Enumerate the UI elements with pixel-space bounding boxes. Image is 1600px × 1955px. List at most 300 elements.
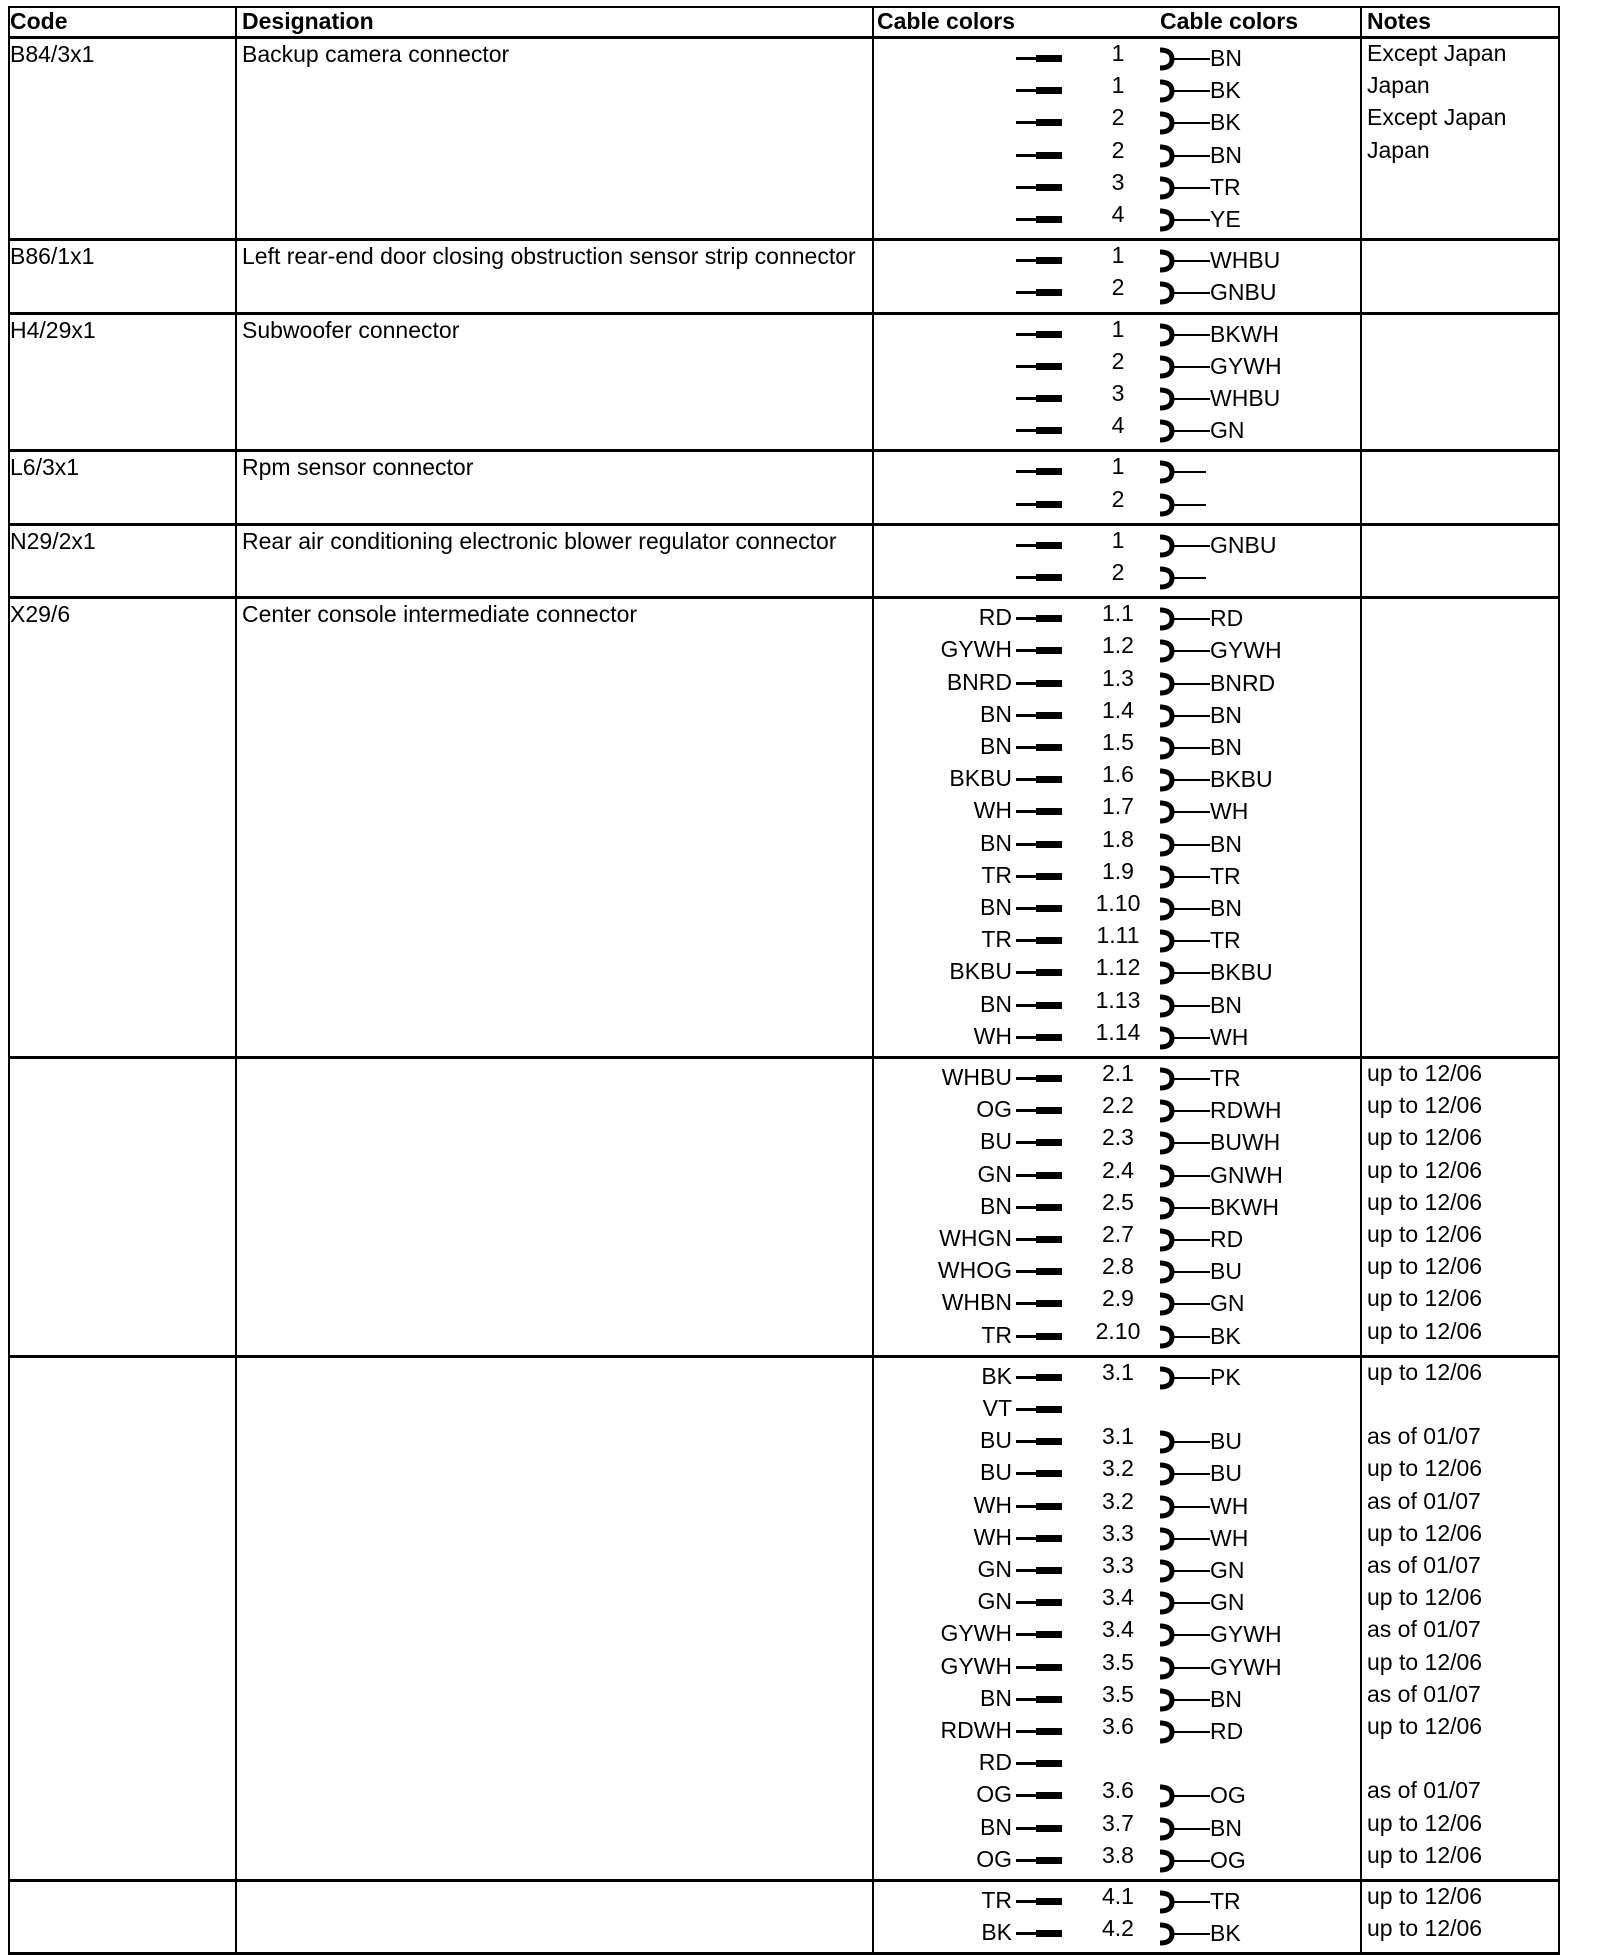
wire-color-left: BN <box>980 733 1012 759</box>
wire-color-right: TR <box>1210 862 1241 889</box>
pin-contact-icon <box>1016 1601 1062 1604</box>
pin-contact-icon <box>1016 259 1062 262</box>
socket-contact-icon <box>1158 1620 1218 1650</box>
connector-designation: Center console intermediate connector <box>242 601 638 628</box>
socket-contact-icon <box>1158 1588 1218 1618</box>
pin-contact-icon <box>1016 1440 1062 1443</box>
pin-number: 2.1 <box>1102 1060 1134 1086</box>
pin-number: 1.8 <box>1102 825 1134 852</box>
pin-number: 1 <box>1111 453 1125 480</box>
socket-contact-icon <box>1158 76 1218 106</box>
pin-contact-icon <box>1016 1206 1062 1209</box>
group-separator <box>8 238 1558 241</box>
socket-contact-icon <box>1158 1846 1218 1876</box>
pin-number: 3.3 <box>1102 1519 1134 1546</box>
wire-color-right: GN <box>1210 1589 1245 1616</box>
socket-contact-icon <box>1158 278 1218 308</box>
socket-contact-icon <box>1158 991 1218 1021</box>
wire-color-left: VT <box>982 1395 1012 1421</box>
pin-number: 2 <box>1111 104 1125 131</box>
wire-color-right: RD <box>1210 605 1244 632</box>
wire-color-right: YE <box>1210 206 1241 232</box>
pin-number: 1 <box>1111 40 1125 66</box>
note-text: Japan <box>1367 136 1430 163</box>
socket-contact-icon <box>1158 1556 1218 1586</box>
wire-color-right: GNBU <box>1210 279 1277 306</box>
pin-number: 2.3 <box>1102 1124 1134 1151</box>
wire-color-right: WH <box>1210 1524 1249 1551</box>
wire-color-left: RD <box>978 604 1012 631</box>
wire-color-right: GNWH <box>1210 1161 1283 1188</box>
socket-contact-icon <box>1158 830 1218 860</box>
socket-contact-icon <box>1158 1524 1218 1554</box>
note-text: as of 01/07 <box>1367 1616 1481 1643</box>
wire-color-right: BN <box>1210 45 1242 71</box>
connector-designation: Backup camera connector <box>242 41 510 67</box>
socket-contact-icon <box>1158 1427 1218 1457</box>
pin-contact-icon <box>1016 1302 1062 1305</box>
pin-number: 1.14 <box>1095 1018 1141 1045</box>
pin-contact-icon <box>1016 291 1062 294</box>
wire-color-left: TR <box>981 1321 1012 1348</box>
wire-color-left: OG <box>976 1845 1012 1872</box>
wire-color-left: BU <box>980 1128 1012 1155</box>
note-text: up to 12/06 <box>1367 1648 1483 1675</box>
pin-number: 3.7 <box>1102 1809 1134 1836</box>
pin-contact-icon <box>1016 154 1062 157</box>
note-text: up to 12/06 <box>1367 1060 1483 1086</box>
pin-contact-icon <box>1016 617 1062 620</box>
pin-contact-icon <box>1016 714 1062 717</box>
pin-contact-icon <box>1016 1174 1062 1177</box>
wire-color-right: WHBU <box>1210 247 1281 274</box>
pin-contact-icon <box>1016 1827 1062 1830</box>
pin-number: 3.5 <box>1102 1648 1134 1675</box>
connector-code: X29/6 <box>10 601 71 628</box>
socket-contact-icon <box>1158 44 1218 74</box>
note-text: Japan <box>1367 72 1430 99</box>
socket-contact-icon <box>1158 1814 1218 1844</box>
header-cable-colors-left: Cable colors <box>877 8 1016 34</box>
wire-color-left: BN <box>980 700 1012 727</box>
pin-contact-icon <box>1016 333 1062 336</box>
note-text: up to 12/06 <box>1367 1124 1483 1151</box>
pin-number: 4 <box>1111 201 1125 227</box>
pin-number: 1.2 <box>1102 632 1134 659</box>
wire-color-right: OG <box>1210 1846 1246 1873</box>
connector-code: N29/2x1 <box>10 527 96 554</box>
wire-color-left: GYWH <box>940 1620 1012 1647</box>
pin-number: 2.7 <box>1102 1221 1134 1247</box>
note-text: up to 12/06 <box>1367 1915 1483 1942</box>
pin-number: 2 <box>1111 485 1125 512</box>
pin-number: 3.4 <box>1102 1616 1134 1643</box>
pin-number: 1 <box>1111 526 1125 553</box>
note-text: as of 01/07 <box>1367 1680 1481 1707</box>
pin-contact-icon <box>1016 649 1062 652</box>
wire-color-right: WHBU <box>1210 385 1281 411</box>
socket-contact-icon <box>1158 320 1218 350</box>
pin-contact-icon <box>1016 1141 1062 1144</box>
note-text: as of 01/07 <box>1367 1777 1481 1804</box>
socket-contact-icon <box>1158 490 1218 520</box>
pin-contact-icon <box>1016 1505 1062 1508</box>
table-left-border <box>8 6 10 1955</box>
wire-color-right: TR <box>1210 927 1241 954</box>
pin-number: 3 <box>1111 168 1125 195</box>
note-text: up to 12/06 <box>1367 1809 1483 1836</box>
pin-contact-icon <box>1016 121 1062 124</box>
pin-contact-icon <box>1016 1270 1062 1273</box>
pin-number: 2.5 <box>1102 1188 1134 1215</box>
wire-color-left: WHBU <box>941 1064 1012 1090</box>
wire-color-left: RDWH <box>940 1717 1012 1743</box>
wire-color-left: BK <box>981 1362 1012 1389</box>
wire-color-left: WHOG <box>937 1257 1012 1284</box>
wire-color-left: WH <box>973 1523 1012 1550</box>
wire-color-right: WH <box>1210 798 1249 825</box>
wire-color-right: BKBU <box>1210 959 1273 986</box>
note-text: up to 12/06 <box>1367 1253 1483 1280</box>
wire-color-left: BKBU <box>949 765 1012 792</box>
pin-number: 3.1 <box>1102 1423 1134 1450</box>
note-text: up to 12/06 <box>1367 1092 1483 1119</box>
connector-code: L6/3x1 <box>10 454 80 481</box>
note-text: up to 12/06 <box>1367 1455 1483 1482</box>
wire-color-left: BKBU <box>949 958 1012 985</box>
pin-contact-icon <box>1016 1932 1062 1935</box>
pin-contact-icon <box>1016 971 1062 974</box>
wire-color-right: GNBU <box>1210 531 1277 558</box>
group-separator <box>8 1355 1558 1358</box>
pin-contact-icon <box>1016 576 1062 579</box>
wire-color-right: BKBU <box>1210 766 1273 793</box>
socket-contact-icon <box>1158 1919 1218 1949</box>
pin-contact-icon <box>1016 470 1062 473</box>
connector-code: B86/1x1 <box>10 243 95 270</box>
socket-contact-icon <box>1158 894 1218 924</box>
wire-color-right: OG <box>1210 1782 1246 1809</box>
note-text: as of 01/07 <box>1367 1487 1481 1514</box>
pin-number: 2.10 <box>1095 1317 1141 1344</box>
connector-code: H4/29x1 <box>10 316 96 343</box>
pin-number: 1.5 <box>1102 729 1134 755</box>
pin-number: 1 <box>1111 72 1125 99</box>
wire-color-right: GYWH <box>1210 1653 1282 1680</box>
wire-color-right: RD <box>1210 1718 1244 1744</box>
wire-color-right: BKWH <box>1210 320 1279 347</box>
pin-number: 1.6 <box>1102 761 1134 788</box>
wire-color-right: BK <box>1210 109 1241 136</box>
wire-color-right: GYWH <box>1210 1621 1282 1648</box>
note-text: up to 12/06 <box>1367 1188 1483 1215</box>
pin-contact-icon <box>1016 1472 1062 1475</box>
group-separator <box>8 523 1558 526</box>
pin-contact-icon <box>1016 1109 1062 1112</box>
wire-color-left: WH <box>973 1491 1012 1518</box>
socket-contact-icon <box>1158 669 1218 699</box>
wire-color-left: WHGN <box>939 1225 1012 1251</box>
pin-contact-icon <box>1016 778 1062 781</box>
wire-color-right: BN <box>1210 141 1242 168</box>
connector-designation: Rear air conditioning electronic blower regulator connector <box>242 527 837 554</box>
pin-number: 3.8 <box>1102 1841 1134 1868</box>
wire-color-right: BKWH <box>1210 1193 1279 1220</box>
pin-contact-icon <box>1016 397 1062 400</box>
note-text: as of 01/07 <box>1367 1423 1481 1450</box>
pin-contact-icon <box>1016 1859 1062 1862</box>
pin-number: 1.3 <box>1102 664 1134 691</box>
header-cable-colors-right: Cable colors <box>1160 8 1299 34</box>
pin-contact-icon <box>1016 875 1062 878</box>
wire-color-right: RDWH <box>1210 1097 1282 1124</box>
pin-number: 1.9 <box>1102 857 1134 884</box>
wire-color-right: BN <box>1210 1685 1242 1712</box>
wire-color-right: BNRD <box>1210 669 1276 696</box>
note-text: up to 12/06 <box>1367 1317 1483 1344</box>
pin-number: 3.6 <box>1102 1713 1134 1739</box>
wire-color-left: TR <box>981 1887 1012 1913</box>
pin-contact-icon <box>1016 429 1062 432</box>
wire-color-right: WH <box>1210 1492 1249 1519</box>
pin-number: 1.11 <box>1096 922 1140 949</box>
wire-color-left: GN <box>977 1160 1012 1187</box>
wire-color-left: OG <box>976 1096 1012 1123</box>
socket-contact-icon <box>1158 926 1218 956</box>
wire-color-right: WH <box>1210 1023 1249 1050</box>
socket-contact-icon <box>1158 1685 1218 1715</box>
pin-contact-icon <box>1016 746 1062 749</box>
pin-number: 1.10 <box>1095 890 1141 916</box>
socket-contact-icon <box>1158 1781 1218 1811</box>
pin-contact-icon <box>1016 1335 1062 1338</box>
pin-number: 1 <box>1111 242 1125 269</box>
socket-contact-icon <box>1158 701 1218 731</box>
socket-contact-icon <box>1158 108 1218 138</box>
pin-contact-icon <box>1016 365 1062 368</box>
pin-number: 3.2 <box>1102 1455 1134 1482</box>
wire-color-left: BNRD <box>946 668 1012 695</box>
note-text: up to 12/06 <box>1367 1358 1483 1385</box>
socket-contact-icon <box>1158 1459 1218 1489</box>
column-divider-designation <box>872 6 874 1955</box>
wire-color-left: BN <box>980 1684 1012 1711</box>
note-text: as of 01/07 <box>1367 1552 1481 1578</box>
pin-contact-icon <box>1016 1762 1062 1765</box>
connector-code: B84/3x1 <box>10 41 95 67</box>
socket-contact-icon <box>1158 1492 1218 1522</box>
table-top-border <box>8 6 1558 8</box>
wire-color-left: BN <box>980 990 1012 1017</box>
group-separator <box>8 1879 1558 1882</box>
pin-contact-icon <box>1016 843 1062 846</box>
socket-contact-icon <box>1158 1322 1218 1352</box>
socket-contact-icon <box>1158 173 1218 203</box>
pin-contact-icon <box>1016 57 1062 60</box>
wire-color-left: GYWH <box>940 636 1012 663</box>
pin-number: 2 <box>1111 559 1125 585</box>
socket-contact-icon <box>1158 604 1218 634</box>
pin-contact-icon <box>1016 1408 1062 1411</box>
wire-color-right: PK <box>1210 1363 1241 1390</box>
pin-number: 3.4 <box>1102 1584 1134 1611</box>
wire-color-right: BK <box>1210 1920 1241 1947</box>
wire-color-left: WHBN <box>941 1289 1012 1316</box>
socket-contact-icon <box>1158 636 1218 666</box>
pin-contact-icon <box>1016 1698 1062 1701</box>
header-separator <box>8 36 1558 39</box>
pin-number: 3.6 <box>1102 1777 1134 1804</box>
wire-color-right: BUWH <box>1210 1129 1281 1156</box>
pin-number: 4.2 <box>1102 1915 1134 1942</box>
table-right-border <box>1558 6 1560 1955</box>
pin-number: 2.4 <box>1102 1156 1134 1183</box>
note-text: Except Japan <box>1367 40 1507 66</box>
pin-contact-icon <box>1016 1238 1062 1241</box>
pin-number: 3 <box>1111 380 1125 406</box>
pin-number: 2 <box>1111 347 1125 374</box>
wire-color-right: BN <box>1210 830 1242 857</box>
socket-contact-icon <box>1158 1096 1218 1126</box>
socket-contact-icon <box>1158 141 1218 171</box>
wire-color-left: GYWH <box>940 1652 1012 1679</box>
note-text: Except Japan <box>1367 104 1507 131</box>
wire-color-left: WH <box>973 797 1012 824</box>
socket-contact-icon <box>1158 1363 1218 1393</box>
pin-number: 2 <box>1111 274 1125 301</box>
pin-contact-icon <box>1016 1537 1062 1540</box>
pin-contact-icon <box>1016 186 1062 189</box>
socket-contact-icon <box>1158 797 1218 827</box>
wire-color-left: BU <box>980 1427 1012 1454</box>
wire-color-left: WH <box>973 1022 1012 1049</box>
note-text: up to 12/06 <box>1367 1156 1483 1183</box>
pin-contact-icon <box>1016 1730 1062 1733</box>
socket-contact-icon <box>1158 733 1218 763</box>
column-divider-code <box>235 6 237 1955</box>
wire-color-right: TR <box>1210 1888 1241 1914</box>
wire-color-right: GYWH <box>1210 637 1282 664</box>
pin-number: 4 <box>1111 412 1125 439</box>
pin-number: 1.4 <box>1102 696 1134 723</box>
pin-contact-icon <box>1016 682 1062 685</box>
wire-color-right: BN <box>1210 895 1242 921</box>
note-text: up to 12/06 <box>1367 1883 1483 1909</box>
connector-designation: Rpm sensor connector <box>242 454 474 481</box>
socket-contact-icon <box>1158 1193 1218 1223</box>
pin-number: 1.7 <box>1102 793 1134 820</box>
wire-color-right: BU <box>1210 1460 1242 1487</box>
group-separator <box>8 596 1558 599</box>
pin-contact-icon <box>1016 1077 1062 1080</box>
pin-number: 1.12 <box>1095 954 1141 981</box>
pin-contact-icon <box>1016 1633 1062 1636</box>
wire-color-left: TR <box>981 926 1012 953</box>
wire-color-right: BN <box>1210 701 1242 728</box>
group-separator <box>8 1056 1558 1059</box>
wire-color-right: BN <box>1210 1814 1242 1841</box>
wire-color-left: TR <box>981 861 1012 888</box>
socket-contact-icon <box>1158 958 1218 988</box>
wire-color-right: BK <box>1210 1322 1241 1349</box>
pin-contact-icon <box>1016 1666 1062 1669</box>
note-text: up to 12/06 <box>1367 1221 1483 1247</box>
socket-contact-icon <box>1158 765 1218 795</box>
socket-contact-icon <box>1158 1161 1218 1191</box>
wire-color-left: GN <box>977 1588 1012 1615</box>
socket-contact-icon <box>1158 1023 1218 1053</box>
wire-color-left: GN <box>977 1556 1012 1582</box>
wire-color-right: TR <box>1210 173 1241 200</box>
pin-number: 2.2 <box>1102 1092 1134 1119</box>
pin-number: 3.5 <box>1102 1680 1134 1707</box>
note-text: up to 12/06 <box>1367 1584 1483 1611</box>
socket-contact-icon <box>1158 1064 1218 1094</box>
note-text: up to 12/06 <box>1367 1841 1483 1868</box>
group-separator <box>8 312 1558 315</box>
pin-number: 1 <box>1111 315 1125 342</box>
socket-contact-icon <box>1158 246 1218 276</box>
wire-color-left: BN <box>980 1192 1012 1219</box>
pin-contact-icon <box>1016 1569 1062 1572</box>
pin-number: 1.1 <box>1102 600 1134 627</box>
pin-number: 1.13 <box>1095 986 1141 1013</box>
wire-color-right: BU <box>1210 1428 1242 1455</box>
pin-number: 4.1 <box>1102 1883 1134 1909</box>
wire-color-right: TR <box>1210 1065 1241 1091</box>
wire-color-left: BN <box>980 894 1012 920</box>
socket-contact-icon <box>1158 352 1218 382</box>
pin-number: 2.9 <box>1102 1285 1134 1312</box>
wire-color-right: BN <box>1210 991 1242 1018</box>
note-text: up to 12/06 <box>1367 1519 1483 1546</box>
wire-color-right: GN <box>1210 1290 1245 1317</box>
wire-color-right: GN <box>1210 417 1245 444</box>
pin-number: 2.8 <box>1102 1253 1134 1280</box>
wire-color-right: BN <box>1210 734 1242 760</box>
socket-contact-icon <box>1158 862 1218 892</box>
wire-color-left: OG <box>976 1781 1012 1808</box>
pin-contact-icon <box>1016 503 1062 506</box>
connector-designation: Left rear-end door closing obstruction sensor strip connector <box>242 243 856 270</box>
wire-color-right: GYWH <box>1210 352 1282 379</box>
socket-contact-icon <box>1158 205 1218 235</box>
pin-number: 3.3 <box>1102 1552 1134 1578</box>
socket-contact-icon <box>1158 1128 1218 1158</box>
socket-contact-icon <box>1158 457 1218 487</box>
pin-contact-icon <box>1016 1900 1062 1903</box>
pin-contact-icon <box>1016 1004 1062 1007</box>
pin-contact-icon <box>1016 907 1062 910</box>
socket-contact-icon <box>1158 563 1218 593</box>
pin-contact-icon <box>1016 218 1062 221</box>
header-designation: Designation <box>242 8 374 34</box>
pin-number: 3.1 <box>1102 1358 1134 1385</box>
socket-contact-icon <box>1158 1289 1218 1319</box>
socket-contact-icon <box>1158 384 1218 414</box>
wire-color-left: RD <box>978 1749 1012 1776</box>
wire-color-left: BN <box>980 1813 1012 1840</box>
socket-contact-icon <box>1158 1717 1218 1747</box>
header-code: Code <box>10 8 68 34</box>
pin-number: 3.2 <box>1102 1487 1134 1514</box>
pin-contact-icon <box>1016 544 1062 547</box>
pin-number: 2 <box>1111 136 1125 163</box>
socket-contact-icon <box>1158 416 1218 446</box>
wire-color-left: BK <box>981 1919 1012 1946</box>
header-notes: Notes <box>1367 8 1431 34</box>
wire-color-right: GN <box>1210 1557 1245 1583</box>
